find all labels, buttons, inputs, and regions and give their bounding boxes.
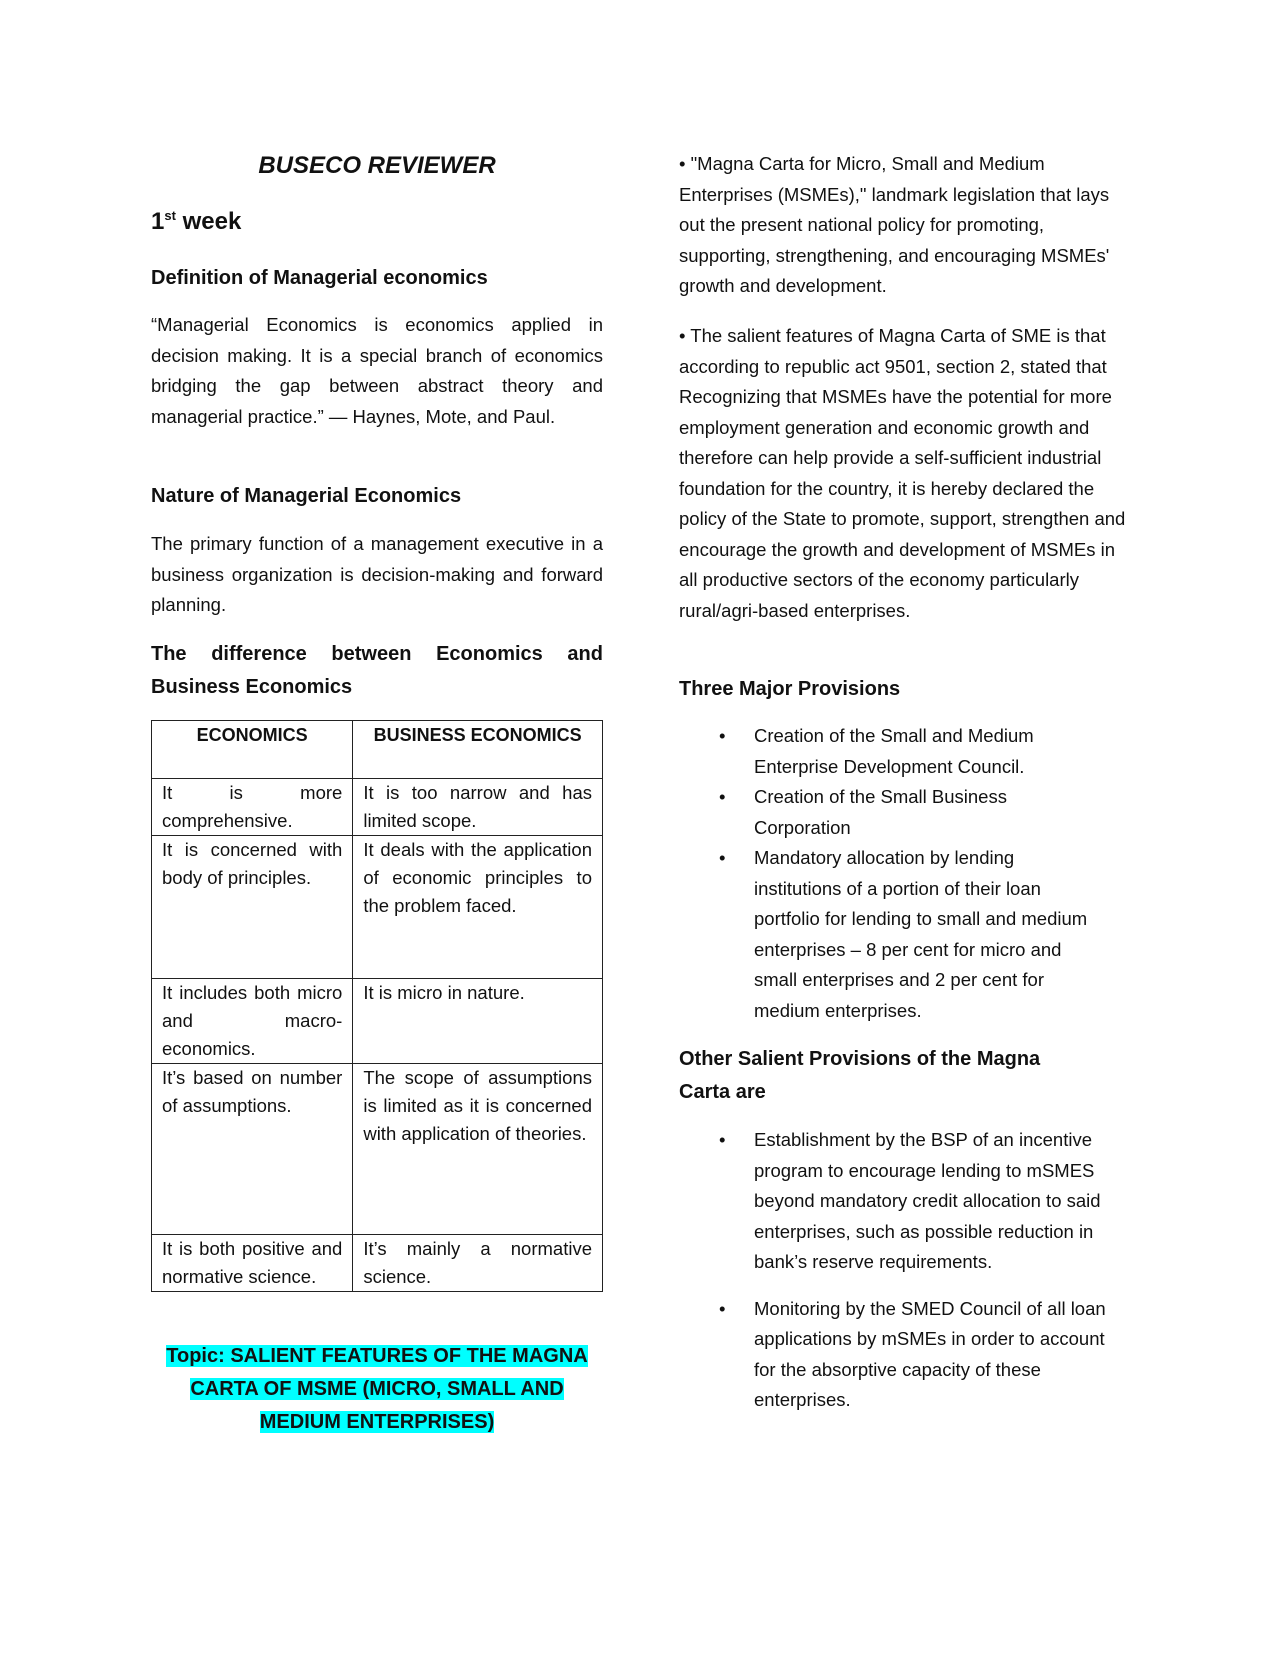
- cell: It’s based on number of assumptions.: [152, 1064, 353, 1235]
- major-provisions-list: [679, 721, 1134, 1026]
- cell: It’s mainly a normative science.: [353, 1235, 603, 1292]
- week-label: week: [182, 208, 242, 235]
- other-provisions-heading: Other Salient Provisions of the Magna Carta are: [679, 1048, 1041, 1103]
- list-item: • Mandatory allocation by lending institutions of a portion of their loan portfolio for lending to small and medium enterprises – 8 per cent for micro and small enterprises and 2 per cent for medium enterprises.: [754, 843, 1104, 1026]
- topic-heading: [151, 1340, 603, 1439]
- table-row: [152, 836, 603, 979]
- header-business-economics: BUSINESS ECONOMICS: [353, 721, 603, 779]
- cell: It deals with the application of economic principles to the problem faced.: [353, 836, 603, 979]
- table-row: [152, 1235, 603, 1292]
- week-suffix: st: [164, 208, 176, 223]
- other-provisions-list-wrap: [679, 1125, 1134, 1416]
- cell: It is micro in nature.: [353, 979, 603, 1064]
- salient-features-paragraph: • The salient features of Magna Carta of SME is that according to republic act 9501, section 2, stated that Recognizing that MSMEs have the potential for more employment generation and economic growth and therefore can help provide a self-sufficient industrial foundation for the country, it is hereby declared the policy of the State to promote, support, strengthen and encourage the growth and development of MSMEs in all productive sectors of the economy particularly rural/agri-based enterprises.: [679, 325, 1126, 621]
- other-provisions-list: [679, 1125, 1134, 1416]
- comparison-table: [151, 720, 603, 1292]
- week-number: 1: [151, 208, 165, 235]
- list-item: • Monitoring by the SMED Council of all loan applications by mSMEs in order to account for the absorptive capacity of these enterprises.: [754, 1294, 1129, 1416]
- header-economics: ECONOMICS: [152, 721, 353, 779]
- cell: It is concerned with body of principles.: [152, 836, 353, 979]
- table-row: [152, 979, 603, 1064]
- table-row: [152, 1064, 603, 1235]
- nature-heading: Nature of Managerial Economics: [151, 485, 462, 507]
- comparison-table-wrap: [151, 720, 603, 1292]
- topic-line: MEDIUM ENTERPRISES): [259, 1411, 495, 1433]
- list-item: • Establishment by the BSP of an incentive program to encourage lending to mSMES beyond mandatory credit allocation to said enterprises, such as possible reduction in bank’s reserve requirements.: [754, 1125, 1129, 1278]
- definition-text: “Managerial Economics is economics applied in decision making. It is a special branch of economics bridging the gap between abstract theory and managerial practice.” — Haynes, Mote, and Paul.: [151, 314, 603, 427]
- document-title: BUSECO REVIEWER: [258, 152, 496, 179]
- cell: The scope of assumptions is limited as it is concerned with application of theories.: [353, 1064, 603, 1235]
- magna-carta-paragraph: • "Magna Carta for Micro, Small and Medium Enterprises (MSMEs)," landmark legislation that lays out the present national policy for promoting, supporting, strengthening, and encouraging MSMEs' growth and development.: [679, 153, 1110, 296]
- cell: It is too narrow and has limited scope.: [353, 779, 603, 836]
- week-heading: [151, 208, 603, 236]
- table-row: [152, 779, 603, 836]
- list-item: • Creation of the Small Business Corporation: [754, 782, 1054, 843]
- nature-text: The primary function of a management executive in a business organization is decision-making and forward planning.: [151, 533, 603, 615]
- topic-line: CARTA OF MSME (MICRO, SMALL AND: [190, 1378, 564, 1400]
- major-provisions-heading: Three Major Provisions: [679, 678, 901, 700]
- difference-heading: The difference between Economics and Business Economics: [151, 643, 603, 698]
- major-provisions-list-wrap: [679, 721, 1134, 1026]
- cell: It includes both micro and macro-economics.: [152, 979, 353, 1064]
- table-header-row: [152, 721, 603, 779]
- definition-heading: Definition of Managerial economics: [151, 267, 488, 289]
- list-item: • Creation of the Small and Medium Enterprise Development Council.: [754, 721, 1094, 782]
- topic-line: Topic: SALIENT FEATURES OF THE MAGNA: [166, 1345, 588, 1367]
- cell: It is more comprehensive.: [152, 779, 353, 836]
- cell: It is both positive and normative science.: [152, 1235, 353, 1292]
